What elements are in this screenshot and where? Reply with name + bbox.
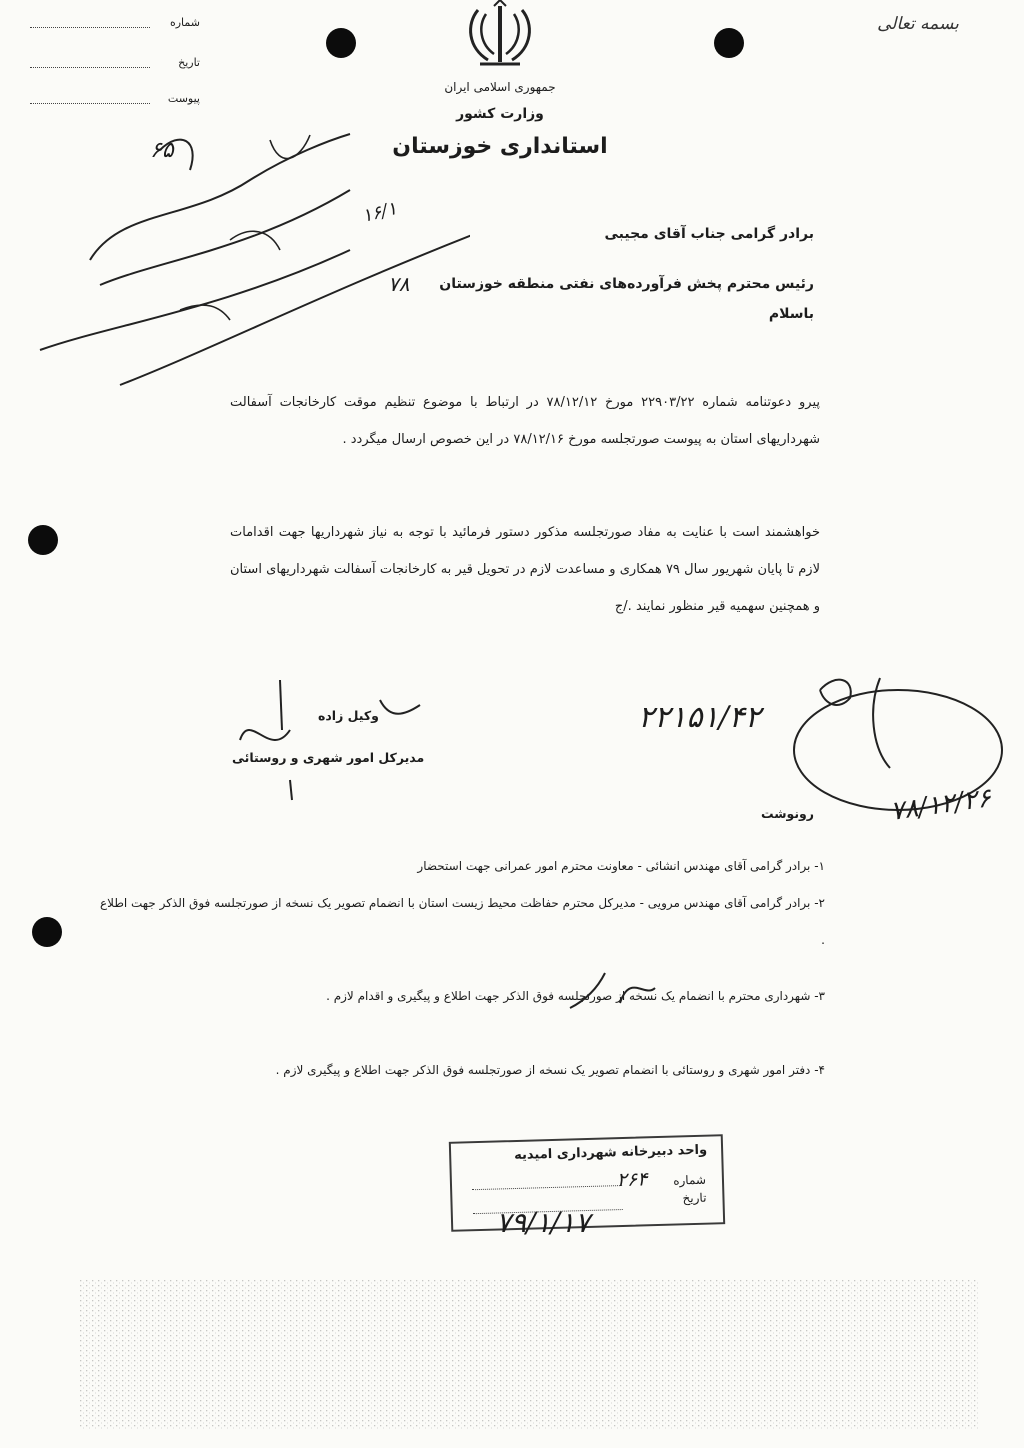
handwritten-reference-number: ۲۲۱۵۱/۴۲	[638, 700, 761, 735]
copy-item: ۱- برادر گرامی آقای مهندس انشائی - معاونت محترم امور عمرانی جهت استحضار	[417, 859, 825, 873]
body-paragraph-2: خواهشمند است با عنایت به مفاد صورتجلسه مذکور دستور فرمائید با توجه به نیاز شهرداریها جهت اقدامات لازم تا پایان شهریور سال ۷۹ همکاری و مساعدت لازم در تحویل قیر به کارخانجات آسفالت شهرداریهای استان و همچنین سهمیه قیر منظور نمایند ./ج	[230, 525, 820, 614]
attachment-label: پیوست	[167, 92, 200, 105]
greeting: باسلام	[768, 306, 814, 322]
addressee-line2: رئیس محترم پخش فرآورده‌های نفتی منطقه خوزستان	[439, 276, 814, 292]
stamp-date-label: تاریخ	[682, 1190, 707, 1206]
number-field	[30, 16, 200, 36]
punch-hole	[32, 917, 62, 947]
attachment-field	[30, 92, 200, 112]
signature-title: مدیرکل امور شهری و روستائی	[232, 750, 425, 765]
stamp-number-row	[616, 1167, 706, 1191]
republic-name: جمهوری اسلامی ایران	[444, 80, 556, 94]
emblem-icon	[458, 0, 542, 74]
date-line	[30, 67, 150, 68]
handwritten-fraction: ۱۶/۱	[359, 198, 400, 227]
handwritten-margin-date: ۷۸/۱۲/۲۶	[888, 783, 993, 827]
number-label: شماره	[169, 16, 200, 29]
handwritten-year-note: ۷۸	[388, 272, 410, 296]
stamp-number-label: شماره	[673, 1172, 707, 1188]
stamp-date-row	[682, 1191, 706, 1206]
handwritten-city-name	[560, 968, 670, 1018]
signature-scribble	[230, 670, 430, 810]
governorate-title: استانداری خوزستان	[392, 134, 608, 159]
attachment-line	[30, 103, 150, 104]
handwritten-circle-number: ۶۵	[150, 138, 174, 163]
ministry-name: وزارت کشور	[456, 106, 544, 122]
stamp-rule	[472, 1185, 622, 1190]
copy-item: ۳- شهرداری محترم با انضمام یک نسخه از صورتجلسه فوق الذکر جهت اطلاع و پیگیری و اقدام لازم .	[326, 989, 825, 1003]
stamp-date-value: ۷۹/۱/۱۷	[496, 1206, 591, 1239]
copies-label: رونوشت	[760, 806, 814, 821]
scan-noise	[80, 1280, 980, 1430]
corner-mark: بسمه تعالی	[877, 14, 959, 34]
date-label: تاریخ	[178, 56, 200, 69]
stamp-title: واحد دبیرخانه شهرداری امیدیه	[513, 1142, 708, 1164]
punch-hole	[326, 28, 356, 58]
punch-hole	[714, 28, 744, 58]
body-paragraph-1: پیرو دعوتنامه شماره ۲۲۹۰۳/۲۲ مورخ ۷۸/۱۲/۱۲ در ارتباط با موضوع تنظیم موقت کارخانجات آسفالت شهرداریهای استان به پیوست صورتجلسه مورخ ۷۸/۱۲/۱۶ در این خصوص ارسال میگردد .	[230, 395, 821, 447]
date-field	[30, 56, 200, 76]
copy-item: ۲- برادر گرامی آقای مهندس مرویی - مدیرکل محترم حفاظت محیط زیست استان با انضمام تصویر یک نسخه از صورتجلسه فوق الذکر جهت اطلاع .	[100, 896, 825, 947]
number-line	[30, 27, 150, 28]
deputy-signature-name: وکیل زاده	[318, 708, 379, 723]
punch-hole	[28, 525, 58, 555]
copy-item: ۴- دفتر امور شهری و روستائی با انضمام تصویر یک نسخه از صورتجلسه فوق الذکر جهت اطلاع و پیگیری لازم .	[275, 1063, 825, 1077]
stamp-number-value: ۲۶۴	[616, 1168, 648, 1192]
handwritten-margin-note	[30, 110, 470, 420]
addressee-line1: برادر گرامی جناب آقای مجیبی	[604, 226, 814, 242]
